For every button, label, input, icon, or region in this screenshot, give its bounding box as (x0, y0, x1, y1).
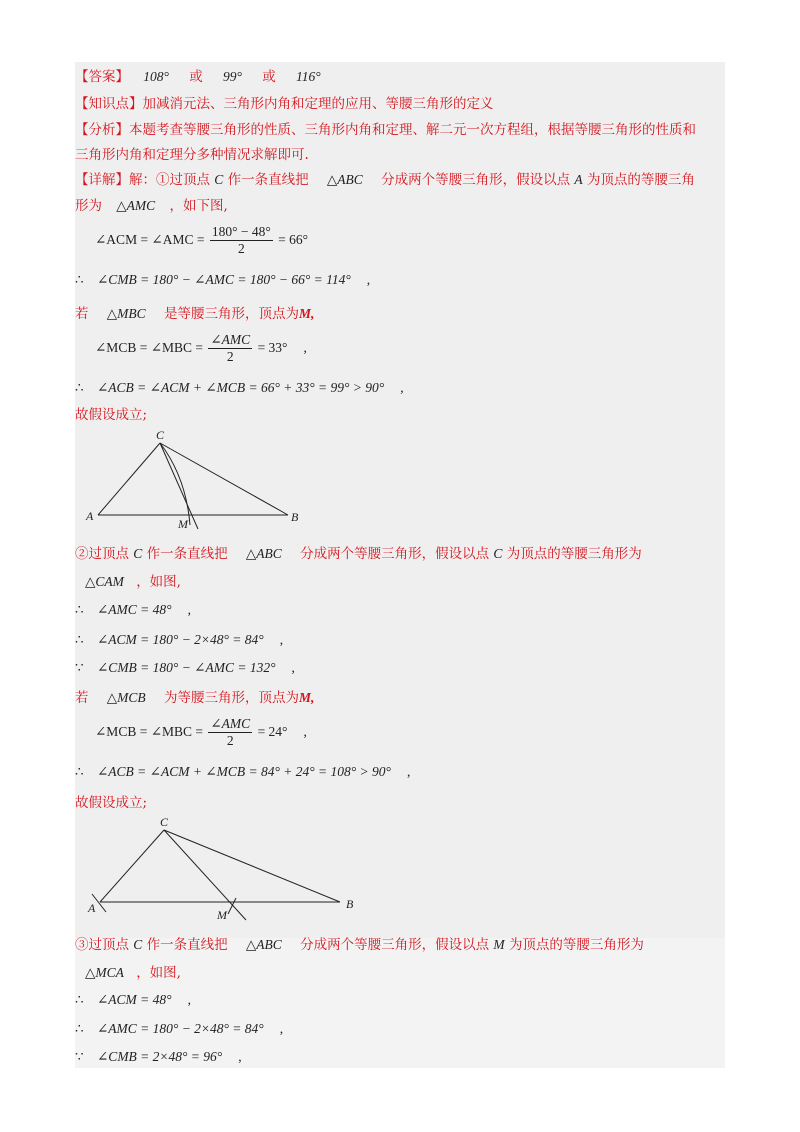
fig1-side-cb (160, 443, 288, 515)
knowledge-line (75, 94, 494, 114)
case3-intro-c: 分成两个等腰三角形，假设以点 (300, 937, 490, 953)
fig1-side-ca (98, 443, 160, 515)
analysis-line-1 (75, 120, 696, 140)
analysis-label: 【分析】 (75, 122, 129, 138)
answer-value-2: 99° (223, 69, 242, 84)
fig2-segment-cm (164, 830, 246, 920)
case2-point-c: C (133, 546, 143, 561)
case1-eq3-den: 2 (226, 349, 234, 365)
comma: , (238, 1049, 242, 1064)
fig1-arc (160, 443, 190, 525)
case2-eq5 (75, 762, 410, 782)
case2-eq4-num: ∠AMC (210, 716, 251, 732)
therefore-icon: ∴ (75, 764, 84, 779)
analysis-text-2: 三角形内角和定理分多种情况求解即可. (75, 147, 309, 163)
fig2-label-c: C (160, 815, 169, 829)
case2-line2 (75, 572, 181, 592)
answer-or-2: 或 (262, 69, 276, 85)
case2-if-a: 若 (75, 690, 89, 706)
answer-value-1: 108° (143, 69, 169, 84)
case1-eq1-den: 2 (237, 241, 245, 257)
answer-line (75, 67, 321, 87)
case1-eq3-res: = 33° (257, 340, 288, 355)
case3-intro-line (75, 935, 644, 955)
case2-point-c2: C (493, 546, 503, 561)
case1-eq2 (75, 270, 370, 290)
answer-value-3: 116° (296, 69, 321, 84)
case2-tri-abc: △ABC (245, 546, 282, 561)
case3-intro-a: ③过顶点 (75, 937, 129, 953)
case1-eq4 (75, 378, 404, 398)
case1-eq4-text: ∠ACB = ∠ACM + ∠MCB = 66° + 33° = 99° > 90° (97, 380, 385, 395)
case3-line2 (75, 963, 181, 983)
case2-intro-a: ②过顶点 (75, 546, 129, 562)
comma: , (279, 1021, 284, 1036)
case1-eq1-lhs: ∠ACM = ∠AMC = (95, 232, 205, 247)
case3-tri-abc: △ABC (245, 937, 282, 952)
case3-eq2 (75, 1019, 283, 1039)
comma: , (291, 660, 295, 675)
therefore-icon: ∴ (75, 602, 84, 617)
case1-eq3-num: ∠AMC (210, 332, 251, 348)
case1-tri-abc: △ABC (326, 172, 363, 187)
case1-tri-mbc: △MBC (106, 306, 146, 321)
case2-tri-cam: △CAM (85, 574, 124, 589)
case1-eq3 (75, 330, 307, 366)
case1-eq2-text: ∠CMB = 180° − ∠AMC = 180° − 66° = 114° (97, 272, 351, 287)
case2-intro-d: 为顶点的等腰三角形为 (506, 546, 642, 562)
analysis-text-1: 本题考查等腰三角形的性质、三角形内角和定理、解二元一次方程组，根据等腰三角形的性质和 (129, 122, 696, 138)
case3-eq3 (75, 1047, 242, 1067)
case3-point-c: C (133, 937, 143, 952)
comma: , (303, 340, 307, 355)
fig2-side-ca (100, 830, 164, 902)
case3-eq3-text: ∠CMB = 2×48° = 96° (97, 1049, 223, 1064)
case2-if-line (75, 688, 314, 708)
fig1-label-b: B (291, 510, 299, 524)
knowledge-text: 加减消元法、三角形内角和定理的应用、等腰三角形的定义 (142, 96, 494, 112)
comma: , (279, 632, 284, 647)
comma: , (366, 272, 371, 287)
detail-label: 【详解】 (75, 172, 129, 188)
case2-eq1-text: ∠AMC = 48° (97, 602, 172, 617)
case1-eq1-res: = 66° (278, 232, 309, 247)
case2-line2-b: ，如图, (136, 574, 181, 590)
therefore-icon: ∴ (75, 632, 84, 647)
case1-point-a: A (574, 172, 583, 187)
case3-eq1-text: ∠ACM = 48° (97, 992, 172, 1007)
fig2-tick-m (228, 898, 236, 914)
case3-intro-d: 为顶点的等腰三角形为 (508, 937, 644, 953)
case2-intro-c: 分成两个等腰三角形，假设以点 (300, 546, 490, 562)
case2-eq2-text: ∠ACM = 180° − 2×48° = 84° (97, 632, 264, 647)
case2-eq1 (75, 600, 191, 620)
fig1-label-a: A (86, 509, 94, 523)
case2-eq4 (75, 714, 307, 750)
case1-line2 (75, 196, 228, 216)
case1-tri-amc: △AMC (116, 198, 156, 213)
case1-eq3-lhs: ∠MCB = ∠MBC = (95, 340, 203, 355)
comma: , (406, 764, 411, 779)
case2-tri-mcb: △MCB (106, 690, 146, 705)
case1-if-a: 若 (75, 306, 89, 322)
comma: , (303, 724, 307, 739)
case1-eq3-fraction (208, 332, 252, 365)
case2-eq4-lhs: ∠MCB = ∠MBC = (95, 724, 203, 739)
case3-point-m: M (493, 937, 505, 952)
case3-eq1 (75, 990, 191, 1010)
because-icon: ∵ (75, 660, 84, 675)
case1-intro-b: 作一条直线把 (227, 172, 309, 188)
analysis-line-2 (75, 145, 309, 165)
case1-intro-d: 为顶点的等腰三角 (586, 172, 695, 188)
fig2-label-m: M (217, 908, 227, 922)
comma: , (400, 380, 404, 395)
comma: , (187, 992, 191, 1007)
therefore-icon: ∴ (75, 272, 84, 287)
case2-intro-line (75, 544, 642, 564)
case1-intro-c: 分成两个等腰三角形，假设以点 (381, 172, 571, 188)
case1-intro-a: 解：①过顶点 (129, 172, 210, 188)
fig1-label-m: M (178, 517, 188, 531)
answer-or-1: 或 (189, 69, 203, 85)
therefore-icon: ∴ (75, 992, 84, 1007)
case1-if-b: 是等腰三角形，顶点为 (163, 306, 299, 322)
case1-line2-a: 形为 (75, 198, 102, 214)
fig1-label-c: C (156, 428, 165, 442)
because-icon: ∵ (75, 1049, 84, 1064)
fig2-label-b: B (346, 897, 354, 911)
case2-eq3-text: ∠CMB = 180° − ∠AMC = 132° (97, 660, 276, 675)
case1-conclusion: 故假设成立; (75, 407, 148, 423)
case3-line2-b: ，如图, (136, 965, 181, 981)
knowledge-label: 【知识点】 (75, 96, 143, 112)
case2-conclusion: 故假设成立; (75, 795, 148, 811)
case3-tri-mca: △MCA (85, 965, 124, 980)
answer-label: 【答案】 (75, 69, 129, 85)
case1-eq1 (75, 222, 308, 258)
case2-intro-b: 作一条直线把 (146, 546, 228, 562)
case1-line2-b: ，如下图, (169, 198, 228, 214)
case2-if-b: 为等腰三角形，顶点为 (163, 690, 299, 706)
therefore-icon: ∴ (75, 1021, 84, 1036)
case2-eq4-fraction (208, 716, 252, 749)
case2-eq4-den: 2 (226, 733, 234, 749)
figure-2 (80, 812, 380, 927)
case2-eq3 (75, 658, 295, 678)
case2-point-m: M, (298, 690, 315, 705)
case3-eq2-text: ∠AMC = 180° − 2×48° = 84° (97, 1021, 264, 1036)
case3-intro-b: 作一条直线把 (146, 937, 228, 953)
case1-point-c: C (214, 172, 224, 187)
case1-intro-line (75, 170, 695, 190)
fig2-side-cb (164, 830, 340, 902)
case1-point-m: M, (298, 306, 315, 321)
comma: , (187, 602, 191, 617)
case2-eq5-text: ∠ACB = ∠ACM + ∠MCB = 84° + 24° = 108° > 90° (97, 764, 391, 779)
case1-eq1-fraction (210, 224, 273, 257)
figure-1 (80, 425, 320, 535)
case2-eq4-res: = 24° (257, 724, 288, 739)
case2-eq2 (75, 630, 283, 650)
case1-eq1-num: 180° − 48° (211, 224, 271, 240)
fig2-label-a: A (88, 901, 96, 915)
case1-if-line (75, 304, 314, 324)
therefore-icon: ∴ (75, 380, 84, 395)
